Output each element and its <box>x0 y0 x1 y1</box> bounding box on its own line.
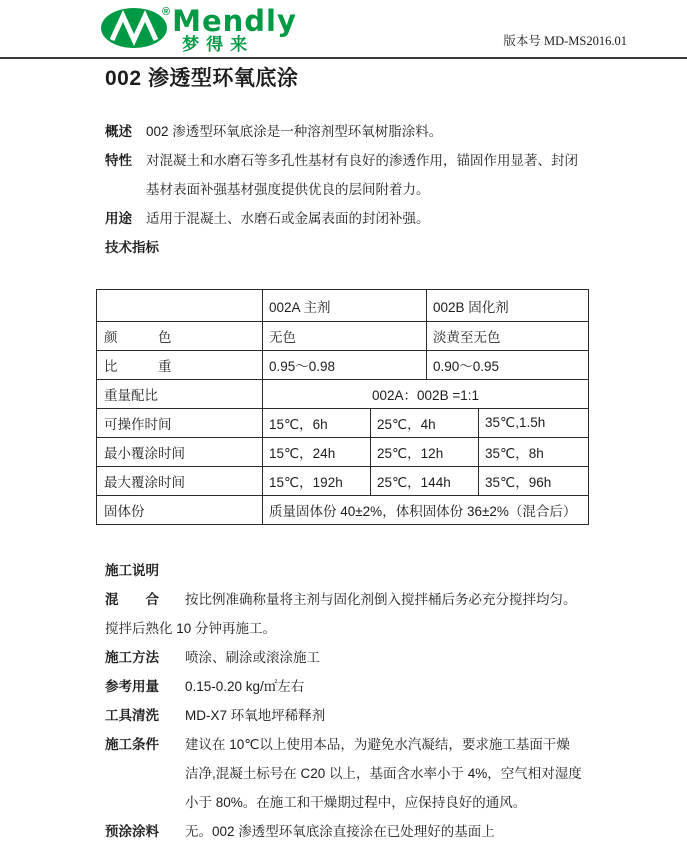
pot-35c: 35℃,1.5h <box>479 409 589 438</box>
feature-text-line2: 基材表面补强基材强度提供优良的层间附着力。 <box>146 182 430 197</box>
spec-header-002b: 002B 固化剂 <box>427 290 589 322</box>
tech-spec-table <box>96 289 589 525</box>
spec-row-max-recoat <box>97 467 589 496</box>
spec-row-pot-life <box>97 409 589 438</box>
condition-row <box>105 730 591 817</box>
spec-row-min-recoat <box>97 438 589 467</box>
row-label: 颜 色 <box>97 322 263 351</box>
mendly-oval-icon <box>100 6 171 49</box>
pot-15c: 15℃，6h <box>263 409 371 438</box>
spec-row-ratio <box>97 380 589 409</box>
version-number: 版本号 MD-MS2016.01 <box>503 34 627 48</box>
mixing-row <box>105 585 591 614</box>
method-label: 施工方法 <box>105 650 159 665</box>
logo-text <box>172 4 297 54</box>
ratio-value: 002A：002B =1:1 <box>263 380 589 409</box>
pot-25c: 25℃，4h <box>371 409 479 438</box>
feature-text-line1: 对混凝土和水磨石等多孔性基材有良好的渗透作用，锚固作用显著、封闭 <box>146 153 578 168</box>
usage-label: 用途 <box>105 211 132 226</box>
intro-section <box>105 117 591 262</box>
construction-heading: 施工说明 <box>105 563 159 578</box>
tool-clean-label: 工具清洗 <box>105 708 159 723</box>
dosage-text: 0.15-0.20 kg/㎡左右 <box>185 679 305 694</box>
mixing-row-continued <box>105 614 591 643</box>
row-label: 重量配比 <box>97 380 263 409</box>
condition-line1: 建议在 10℃以上使用本品，为避免水汽凝结，要求施工基面干燥 <box>185 737 570 752</box>
mixing-label: 混 合 <box>105 592 159 607</box>
feature-indent <box>105 175 146 204</box>
gravity-002a: 0.95～0.98 <box>263 351 427 380</box>
condition-label: 施工条件 <box>105 737 159 752</box>
logo-chinese-name: 梦得来 <box>182 35 255 54</box>
method-text: 喷涂、刷涂或滚涂施工 <box>185 650 320 665</box>
gravity-002b: 0.90～0.95 <box>427 351 589 380</box>
method-row <box>105 643 591 672</box>
min-15c: 15℃，24h <box>263 438 371 467</box>
feature-row <box>105 146 591 175</box>
tech-spec-table-wrap <box>96 289 589 525</box>
spec-row-gravity <box>97 351 589 380</box>
mixing-text-line2: 搅拌后熟化 10 分钟再施工。 <box>105 621 277 636</box>
spec-row-solids <box>97 496 589 525</box>
spec-row-color <box>97 322 589 351</box>
precoat-label: 预涂涂料 <box>105 824 159 839</box>
overview-label: 概述 <box>105 124 132 139</box>
spec-header-002a: 002A 主剂 <box>263 290 427 322</box>
row-label: 固体份 <box>97 496 263 525</box>
construction-section <box>105 556 591 846</box>
feature-row-continued <box>105 175 591 204</box>
condition-text <box>185 730 591 817</box>
usage-text: 适用于混凝土、水磨石或金属表面的封闭补强。 <box>146 211 430 226</box>
feature-label: 特性 <box>105 153 132 168</box>
min-35c: 35℃，8h <box>479 438 589 467</box>
max-15c: 15℃，192h <box>263 467 371 496</box>
usage-row <box>105 204 591 233</box>
spec-header-row <box>97 290 589 322</box>
max-35c: 35℃，96h <box>479 467 589 496</box>
row-label: 比 重 <box>97 351 263 380</box>
tool-clean-row <box>105 701 591 730</box>
row-label: 最小覆涂时间 <box>97 438 263 467</box>
precoat-text: 无。002 渗透型环氧底涂直接涂在已处理好的基面上 <box>185 824 495 839</box>
overview-text: 002 渗透型环氧底涂是一种溶剂型环氧树脂涂料。 <box>146 124 443 139</box>
dosage-label: 参考用量 <box>105 679 159 694</box>
color-002a: 无色 <box>263 322 427 351</box>
color-002b: 淡黄至无色 <box>427 322 589 351</box>
logo-wordmark: Mendly <box>172 4 297 38</box>
row-label: 最大覆涂时间 <box>97 467 263 496</box>
spec-header-empty-cell <box>97 290 263 322</box>
condition-line3: 小于 80%。在施工和干燥期过程中，应保持良好的通风。 <box>185 795 527 810</box>
min-25c: 25℃，12h <box>371 438 479 467</box>
solids-value: 质量固体份 40±2%，体积固体份 36±2%（混合后） <box>263 496 589 525</box>
registered-trademark-icon: ® <box>162 6 171 18</box>
condition-line2: 洁净,混凝土标号在 C20 以上，基面含水率小于 4%，空气相对湿度 <box>185 766 582 781</box>
tech-specs-heading: 技术指标 <box>105 240 159 255</box>
row-label: 可操作时间 <box>97 409 263 438</box>
mixing-text: 按比例准确称量将主剂与固化剂倒入搅拌桶后务必充分搅拌均匀。 <box>185 592 577 607</box>
mendly-logo <box>100 4 297 54</box>
dosage-row <box>105 672 591 701</box>
page-header <box>0 0 687 59</box>
precoat-row <box>105 817 591 846</box>
page-title: 002 渗透型环氧底涂 <box>105 67 299 90</box>
overview-row <box>105 117 591 146</box>
tool-clean-text: MD-X7 环氧地坪稀释剂 <box>185 708 326 723</box>
max-25c: 25℃，144h <box>371 467 479 496</box>
